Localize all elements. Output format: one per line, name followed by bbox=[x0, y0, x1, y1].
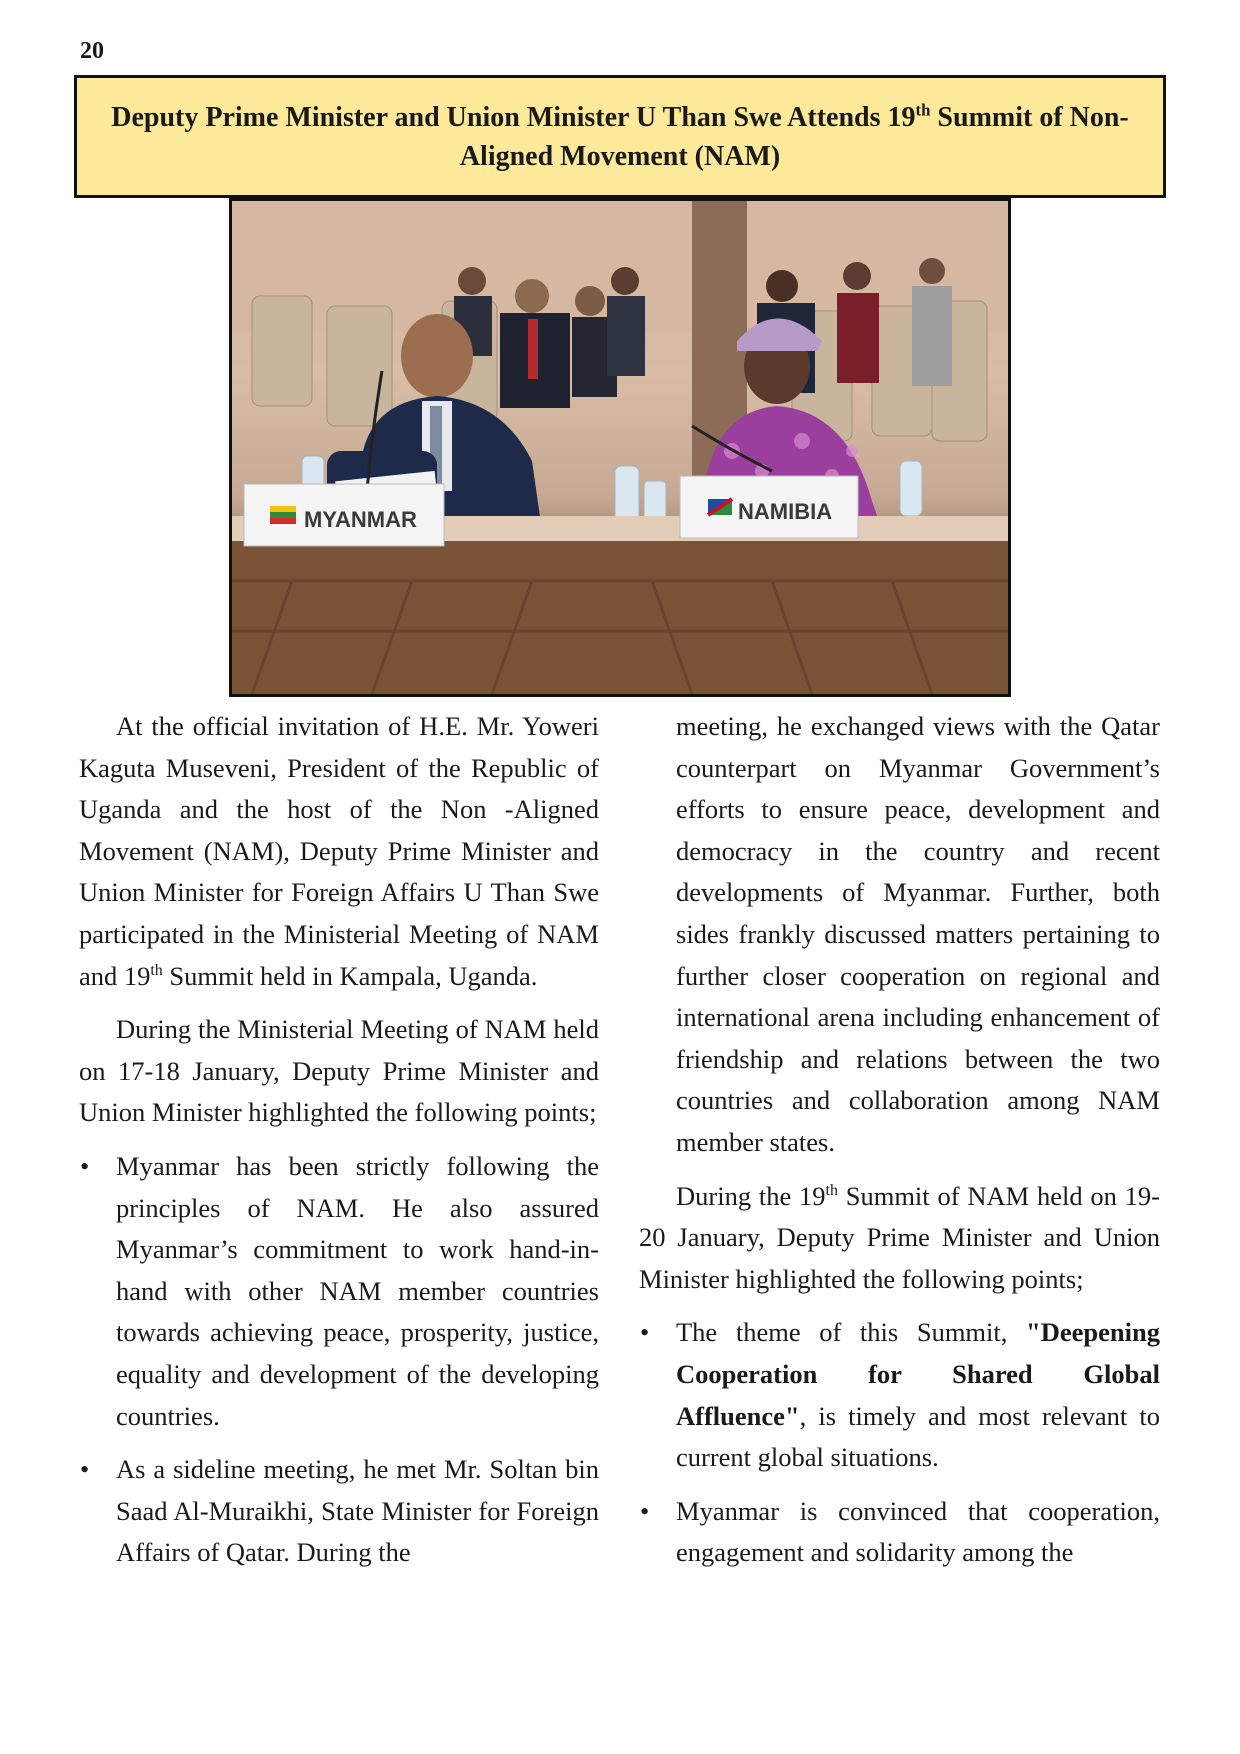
intro-text-start: At the official invitation of H.E. Mr. Yoweri Kaguta Museveni, President of the Republic of Uganda and the host of the Non -Aligned Movement (NAM), Deputy Prime Minister and Union Minister for Foreign Affairs U Than Swe participated in the Ministerial Meeting of NAM and 19 bbox=[79, 711, 599, 991]
placard-myanmar bbox=[244, 484, 444, 546]
list-item: • Myanmar has been strictly following the principles of NAM. He also assured Myanmar’s commitment to work hand-in-hand with other NAM member countries towards achieving peace, prosperity, justice, equality and development of the developing countries. bbox=[79, 1146, 599, 1437]
summit-theme: "Deepening Cooperation for Shared Global Affluence" bbox=[676, 1317, 1160, 1431]
list-item bbox=[639, 1312, 1160, 1478]
right-column bbox=[639, 706, 1160, 1586]
intro-paragraph bbox=[79, 706, 599, 997]
intro-superscript: th bbox=[150, 961, 163, 979]
theme-text-end: , is timely and most relevant to current global situations. bbox=[676, 1400, 1160, 1473]
intro-text-end: Summit held in Kampala, Uganda. bbox=[162, 960, 538, 991]
list-item: • As a sideline meeting, he met Mr. Soltan bin Saad Al-Muraikhi, State Minister for Foreign Affairs of Qatar. During the bbox=[79, 1449, 599, 1574]
placard-myanmar-label: MYANMAR bbox=[304, 507, 417, 532]
ministerial-points-list bbox=[79, 1146, 599, 1574]
summit-points-list bbox=[639, 1312, 1160, 1574]
ministerial-meeting-paragraph: During the Ministerial Meeting of NAM held on 17-18 January, Deputy Prime Minister and Union Minister highlighted the following points; bbox=[79, 1014, 599, 1128]
title-banner bbox=[74, 75, 1166, 198]
title-text-start: Deputy Prime Minister and Union Minister U Than Swe Attends 19 bbox=[111, 101, 916, 133]
sideline-meeting-continuation: meeting, he exchanged views with the Qatar counterpart on Myanmar Government’s efforts to ensure peace, development and democracy in the country and recent developments of Myanmar. Further, both sides frankly discussed matters pertaining to further closer cooperation on regional and international arena including enhancement of friendship and relations between the two countries and collaboration among NAM member states. bbox=[676, 711, 1160, 1157]
title-superscript: th bbox=[915, 100, 931, 120]
title-text-end: Summit of Non-Aligned Movement (NAM) bbox=[459, 101, 1129, 172]
summit-paragraph bbox=[639, 1176, 1160, 1301]
theme-text-start: The theme of this Summit, bbox=[676, 1317, 1027, 1348]
list-item: • Myanmar is convinced that cooperation, engagement and solidarity among the bbox=[639, 1491, 1160, 1574]
page-number: 20 bbox=[80, 38, 104, 64]
summit-text-end: Summit of NAM held on 19-20 January, Deputy Prime Minister and Union Minister highlighted the following points; bbox=[639, 1180, 1160, 1294]
article-title bbox=[77, 98, 1163, 176]
meeting-photo bbox=[229, 198, 1011, 697]
placard-namibia bbox=[680, 476, 858, 538]
placard-namibia-label: NAMIBIA bbox=[738, 499, 833, 524]
summit-text-start: During the 19 bbox=[676, 1180, 826, 1211]
left-column bbox=[79, 706, 599, 1586]
summit-superscript: th bbox=[825, 1181, 838, 1199]
